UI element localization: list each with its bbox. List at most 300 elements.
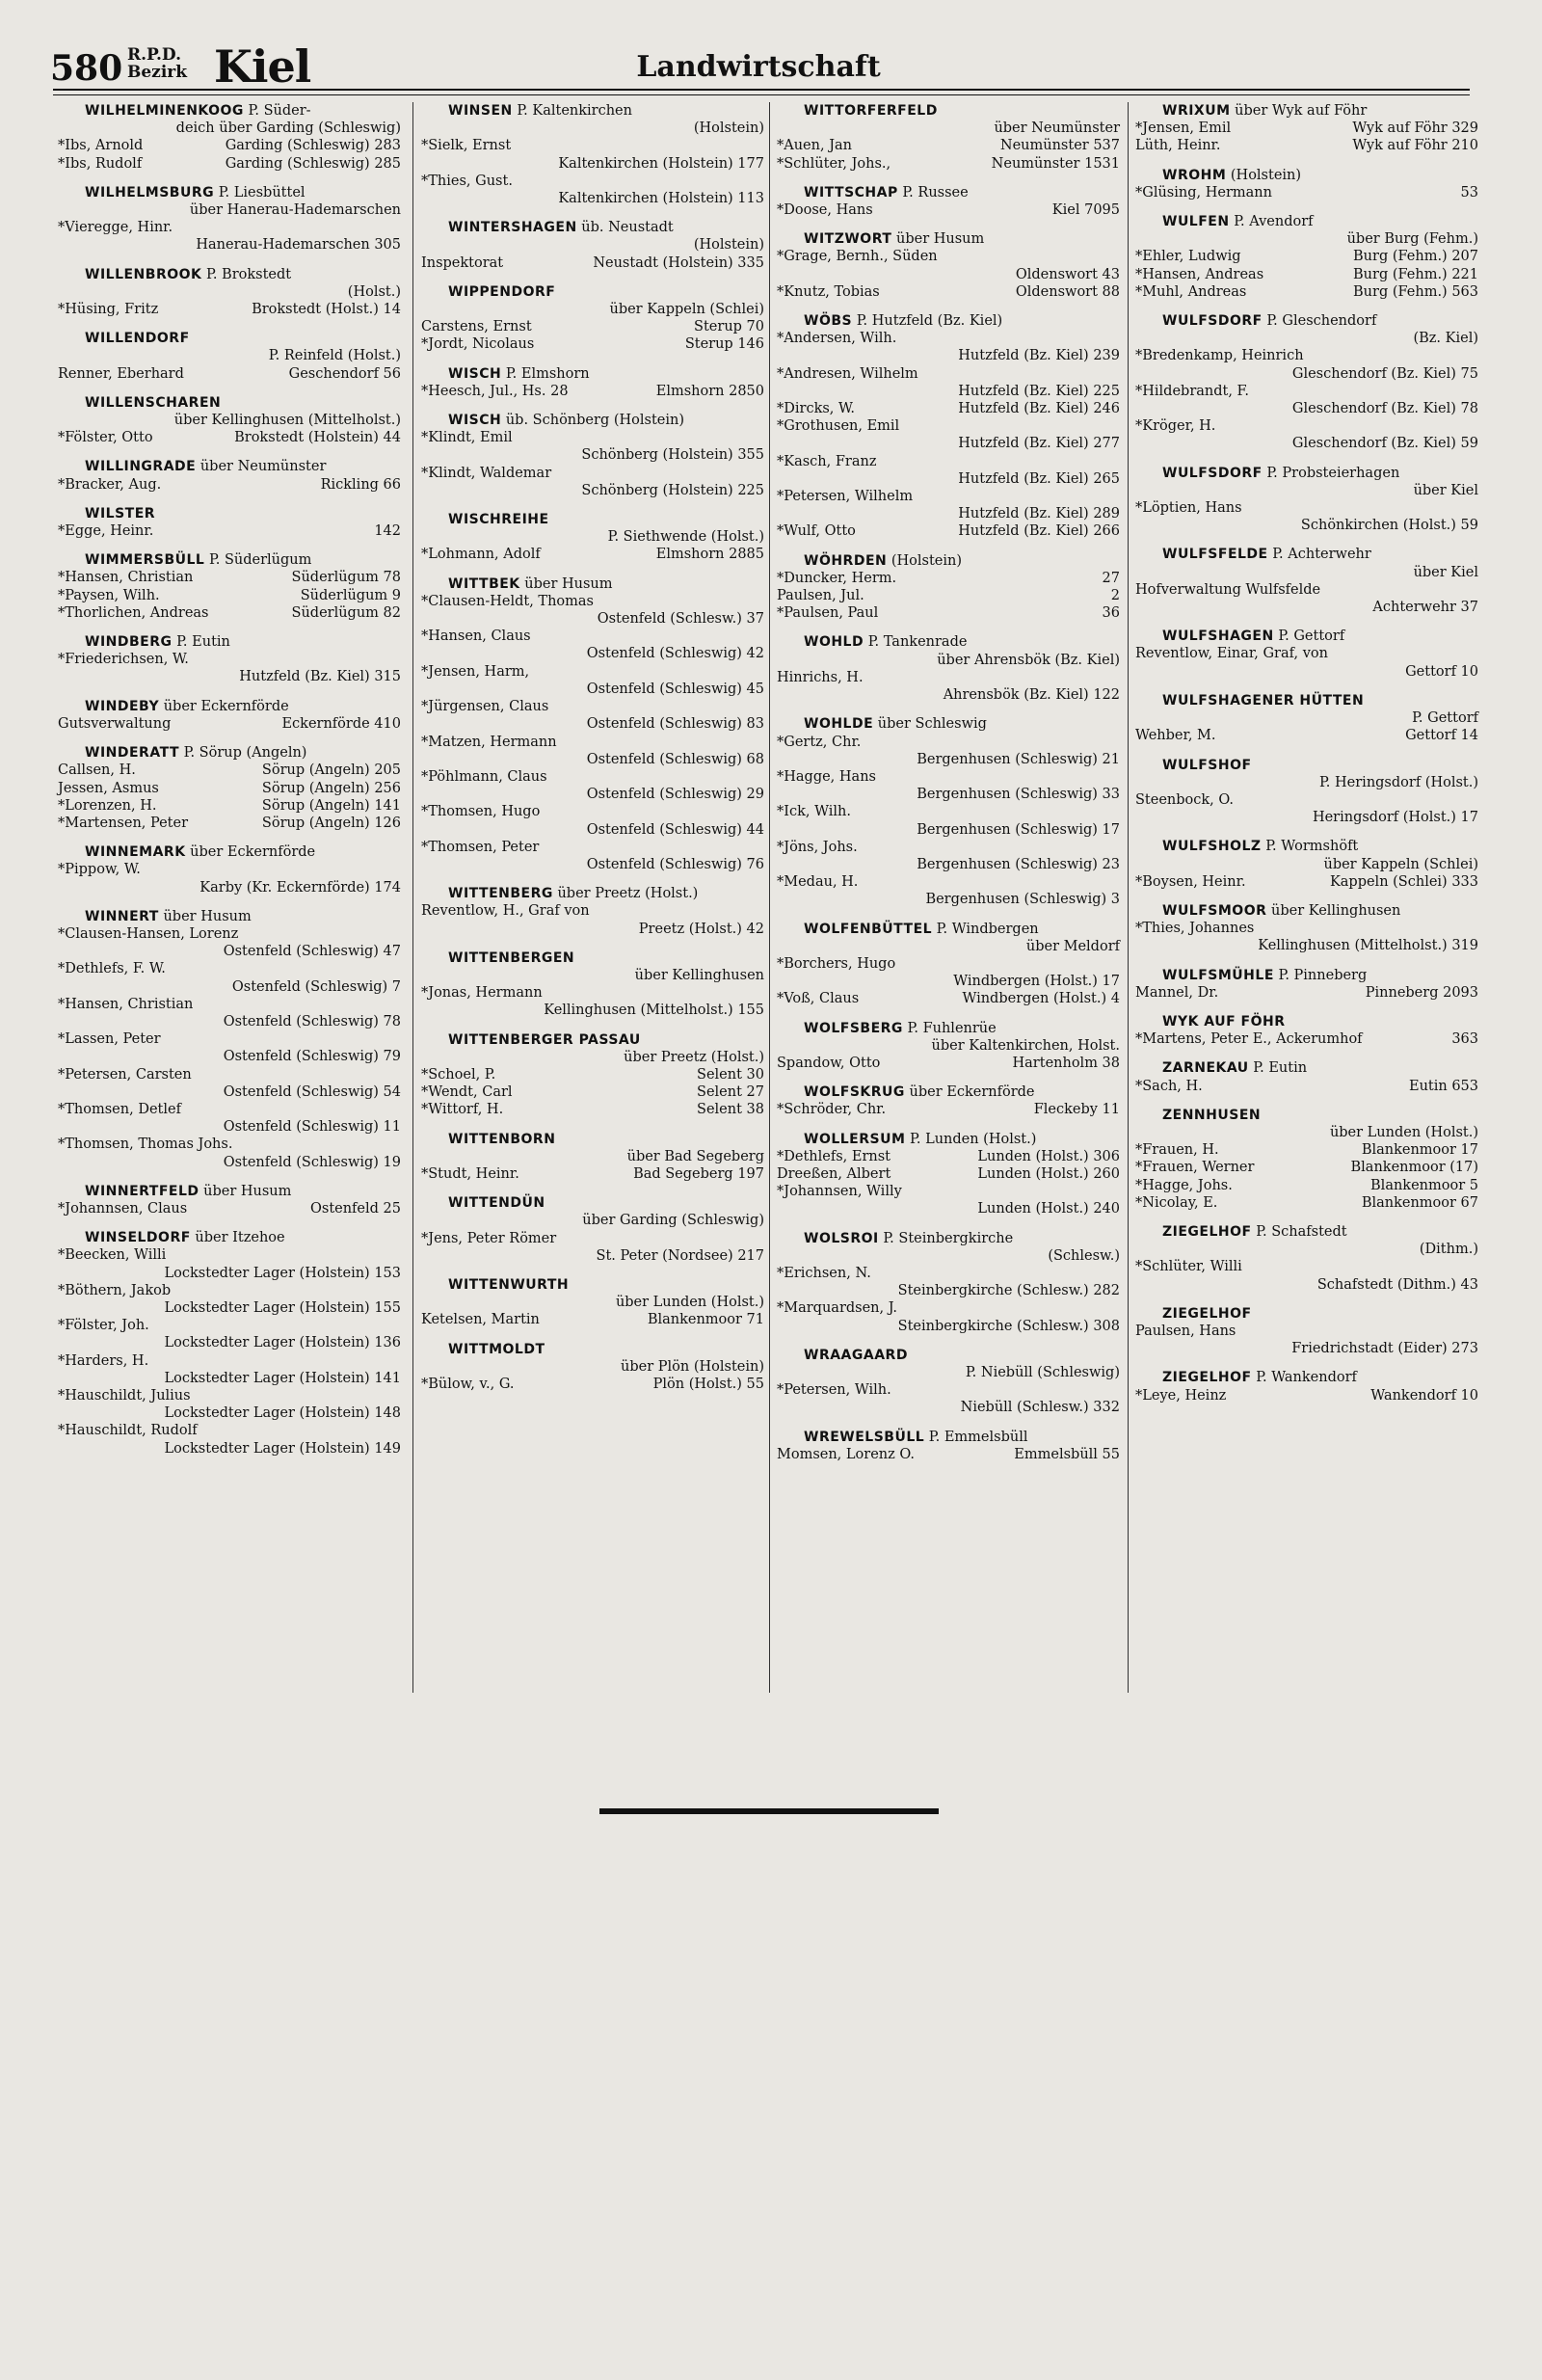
locality-name: WITTENBERGEN (448, 949, 575, 966)
locality-name: WULFSHAGEN (1162, 628, 1274, 645)
locality-name: WINNERT (85, 908, 159, 924)
person-name: *Andersen, Wilh. (777, 331, 897, 347)
listing-row (58, 429, 401, 446)
locality-name: WÖHRDEN (804, 552, 888, 569)
person-name: *Jens, Peter Römer (421, 1230, 557, 1246)
locality-postal-line: über Lunden (Holst.) (615, 1295, 764, 1311)
phone-exchange: Ostenfeld (Schleswig) 78 (223, 1013, 401, 1030)
person-name: Hofverwaltung Wulfsfelde (1135, 581, 1321, 598)
locality-postal: (Holstein) (1230, 167, 1302, 183)
locality-postal-line: P. Siethwende (Holst.) (607, 529, 764, 546)
listing-row (1135, 1030, 1478, 1048)
locality-heading (1135, 546, 1478, 563)
locality-postal: über Kellinghusen (1271, 902, 1401, 919)
locality-entry (421, 219, 764, 272)
phone-exchange: Hartenholm 38 (1012, 1055, 1120, 1071)
locality-name: WULFSHOF (1162, 757, 1252, 773)
locality-name: WISCHREIHE (448, 512, 549, 528)
phone-exchange: Brokstedt (Holst.) 14 (252, 302, 401, 318)
person-name: *Martens, Peter E., Ackerumhof (1135, 1031, 1363, 1048)
locality-heading (421, 219, 764, 236)
locality-heading (421, 1031, 764, 1049)
listing-row (777, 522, 1120, 540)
phone-exchange: Süderlügum 82 (291, 604, 401, 621)
phone-exchange: Lockstedter Lager (Holstein) 148 (164, 1405, 401, 1422)
locality-postal: über Husum (203, 1183, 292, 1199)
listing-row (1135, 1141, 1478, 1159)
person-name: *Glüsing, Hermann (1135, 184, 1272, 201)
phone-exchange: Blankenmoor 17 (1361, 1142, 1478, 1159)
phone-exchange: 2 (1110, 588, 1120, 604)
locality-postal: P. Gleschendorf (1266, 313, 1377, 330)
listing-row (421, 1101, 764, 1118)
locality-entry (1135, 546, 1478, 616)
person-name: *Hagge, Johs. (1135, 1177, 1233, 1193)
phone-exchange: Ostenfeld (Schleswig) 7 (231, 978, 401, 995)
phone-exchange: Hutzfeld (Bz. Kiel) 277 (958, 436, 1120, 452)
locality-name: ZIEGELHOF (1162, 1305, 1252, 1322)
locality-postal: P. Wormshöft (1265, 839, 1359, 855)
person-name: *Borchers, Hugo (777, 955, 896, 972)
phone-exchange: Gleschendorf (Bz. Kiel) 59 (1291, 436, 1478, 452)
locality-heading (58, 184, 401, 201)
person-name: Lüth, Heinr. (1135, 138, 1221, 154)
locality-heading (777, 715, 1120, 733)
phone-exchange: Karby (Kr. Eckernförde) 174 (199, 879, 401, 896)
person-name: *Petersen, Carsten (58, 1066, 192, 1083)
listing-row (421, 546, 764, 563)
locality-entry (777, 1230, 1120, 1335)
person-name: *Voß, Claus (777, 991, 860, 1007)
locality-entry (777, 312, 1120, 541)
locality-heading (777, 184, 1120, 201)
phone-exchange: Sterup 70 (694, 319, 764, 335)
locality-name: WIPPENDORF (448, 283, 556, 300)
locality-postal: P. Gettorf (1278, 628, 1345, 645)
locality-name: ZARNEKAU (1162, 1060, 1249, 1077)
phone-exchange: St. Peter (Nordsee) 217 (596, 1247, 764, 1264)
listing-row (777, 604, 1120, 622)
phone-exchange: Sörup (Angeln) 256 (261, 780, 401, 796)
person-name: *Wittorf, H. (421, 1102, 504, 1118)
locality-postal: über Husum (163, 908, 252, 924)
phone-exchange: Hutzfeld (Bz. Kiel) 315 (239, 669, 401, 685)
locality-entry (777, 102, 1120, 173)
phone-exchange: Ostenfeld (Schleswig) 42 (586, 646, 764, 662)
listing-row (777, 990, 1120, 1007)
phone-exchange: Bergenhusen (Schleswig) 33 (917, 787, 1120, 803)
listing-row (777, 1165, 1120, 1183)
bezirk-line: Bezirk (127, 63, 188, 82)
phone-exchange: 36 (1102, 605, 1120, 622)
locality-entry (1135, 757, 1478, 827)
phone-exchange: Oldenswort 43 (1015, 266, 1120, 282)
locality-entry (1135, 1369, 1478, 1404)
person-name: *Gertz, Chr. (777, 734, 862, 750)
person-name: *Dethlefs, F. W. (58, 961, 166, 977)
phone-exchange: Garding (Schleswig) 283 (225, 138, 401, 154)
locality-entry (421, 885, 764, 938)
locality-heading (421, 949, 764, 967)
phone-exchange: Eckernförde 410 (281, 715, 401, 732)
phone-exchange: Selent 27 (697, 1084, 764, 1101)
locality-heading (1135, 1107, 1478, 1124)
locality-postal-line: über Kaltenkirchen, Holst. (931, 1037, 1120, 1054)
locality-postal: P. Liesbüttel (218, 184, 306, 201)
locality-name: WILLENDORF (85, 331, 190, 347)
locality-name: WILSTER (85, 505, 156, 521)
phone-exchange: Kappeln (Schlei) 333 (1329, 873, 1478, 890)
locality-name: WYK AUF FÖHR (1162, 1013, 1286, 1030)
locality-postal: P. Achterwehr (1272, 547, 1371, 563)
person-name: *Boysen, Heinr. (1135, 873, 1246, 890)
column-1 (58, 102, 401, 1469)
locality-heading (58, 1183, 401, 1200)
phone-exchange: Ahrensbök (Bz. Kiel) 122 (943, 687, 1120, 704)
person-name: *Thies, Gust. (421, 173, 513, 189)
locality-name: WULFSMÜHLE (1162, 967, 1274, 983)
locality-postal-line: über Plön (Holstein) (621, 1358, 764, 1375)
person-name: *Thies, Johannes (1135, 921, 1255, 937)
phone-exchange: Ostenfeld (Schleswig) 47 (223, 944, 401, 960)
locality-entry (777, 1020, 1120, 1073)
locality-heading (421, 412, 764, 429)
phone-exchange: Heringsdorf (Holst.) 17 (1312, 810, 1478, 826)
locality-name: WITTMOLDT (448, 1341, 545, 1357)
phone-exchange: Ostenfeld (Schleswig) 45 (586, 681, 764, 697)
locality-postal-line: über Kellinghusen (634, 967, 764, 983)
locality-heading (58, 266, 401, 283)
person-name: *Duncker, Herm. (777, 570, 897, 586)
locality-postal-line: über Kappeln (Schlei) (1323, 856, 1478, 872)
listing-row (58, 762, 401, 779)
phone-exchange: 363 (1451, 1031, 1478, 1048)
person-name: *Fölster, Joh. (58, 1318, 149, 1334)
phone-exchange: Schönberg (Holstein) 225 (581, 482, 764, 498)
person-name: *Leye, Heinz (1135, 1387, 1227, 1404)
phone-exchange: Ostenfeld (Schlesw.) 37 (597, 611, 764, 628)
locality-postal: über Neumünster (199, 459, 327, 475)
phone-exchange: Rickling 66 (320, 476, 401, 493)
column-divider (412, 102, 413, 1693)
locality-postal: P. Pinneberg (1278, 967, 1368, 983)
locality-postal: (Holstein) (891, 552, 963, 569)
locality-postal: P. Süderlügum (208, 552, 312, 569)
locality-entry (777, 1347, 1120, 1417)
person-name: *Ibs, Arnold (58, 138, 144, 154)
locality-heading (421, 1341, 764, 1358)
locality-name: WINNERTFELD (85, 1183, 199, 1199)
person-name: Spandow, Otto (777, 1055, 881, 1071)
phone-exchange: Hanerau-Hademarschen 305 (196, 237, 401, 254)
listing-row (58, 365, 401, 383)
phone-exchange: Ostenfeld (Schleswig) 11 (223, 1119, 401, 1136)
listing-row (1135, 873, 1478, 891)
listing-row (1135, 1177, 1478, 1194)
locality-entry (421, 1194, 764, 1265)
person-name: *Thomsen, Thomas Johs. (58, 1137, 233, 1153)
listing-row (777, 587, 1120, 604)
phone-exchange: Achterwehr 37 (1372, 600, 1478, 616)
phone-exchange: Neustadt (Holstein) 335 (593, 254, 764, 271)
listing-row (1135, 184, 1478, 201)
person-name: *Thomsen, Hugo (421, 804, 541, 820)
locality-heading (421, 885, 764, 902)
locality-postal: P. Fuhlenrüe (907, 1020, 997, 1036)
phone-exchange: Lunden (Holst.) 240 (977, 1201, 1120, 1217)
person-name: Ketelsen, Martin (421, 1312, 540, 1328)
phone-exchange: Neumünster 537 (999, 138, 1120, 154)
listing-row (421, 1066, 764, 1083)
listing-row (58, 715, 401, 733)
phone-exchange: Wyk auf Föhr 210 (1352, 138, 1478, 154)
phone-exchange: Selent 30 (697, 1066, 764, 1083)
locality-name: WOHLD (804, 634, 864, 651)
locality-entry (1135, 312, 1478, 453)
locality-postal-line: über Kiel (1413, 564, 1478, 580)
phone-exchange: Windbergen (Holst.) 17 (953, 974, 1120, 990)
locality-name: WILHELMINENKOOG (85, 103, 244, 119)
locality-postal: P. Avendorf (1234, 214, 1314, 230)
person-name: *Medau, H. (777, 874, 859, 891)
person-name: *Jöns, Johs. (777, 839, 858, 855)
person-name: Mannel, Dr. (1135, 984, 1219, 1001)
phone-exchange: Steinbergkirche (Schlesw.) 308 (897, 1318, 1120, 1334)
person-name: *Hansen, Christian (58, 570, 194, 586)
locality-postal: P. Sörup (Angeln) (183, 745, 307, 762)
person-name: *Harders, H. (58, 1352, 149, 1369)
locality-postal: über Eckernförde (190, 844, 316, 861)
locality-postal-line: (Dithm.) (1419, 1242, 1478, 1258)
phone-exchange: Ostenfeld (Schleswig) 29 (586, 787, 764, 803)
person-name: *Schlüter, Willi (1135, 1259, 1242, 1275)
locality-postal-line: P. Gettorf (1412, 710, 1478, 727)
locality-postal: über Itzehoe (195, 1230, 285, 1246)
phone-exchange: Süderlügum 9 (300, 587, 401, 603)
phone-exchange: Sterup 146 (684, 336, 764, 353)
person-name: *Wendt, Carl (421, 1084, 513, 1101)
person-name: *Wulf, Otto (777, 523, 856, 540)
listing-row (777, 137, 1120, 154)
locality-postal: P. Probsteierhagen (1266, 465, 1400, 481)
locality-postal-line: über Garding (Schleswig) (582, 1213, 764, 1229)
locality-entry (421, 102, 764, 207)
locality-heading (58, 1229, 401, 1246)
locality-postal: P. Eutin (1253, 1060, 1308, 1077)
locality-entry (58, 698, 401, 733)
person-name: *Studt, Heinr. (421, 1165, 519, 1182)
locality-name: WOLFSBERG (804, 1020, 903, 1036)
locality-name: ZENNHUSEN (1162, 1107, 1262, 1123)
person-name: *Bracker, Aug. (58, 476, 162, 493)
listing-row (777, 1055, 1120, 1072)
person-name: *Ick, Wilh. (777, 804, 851, 820)
locality-heading (58, 330, 401, 347)
person-name: *Paysen, Wilh. (58, 587, 160, 603)
locality-name: WILHELMSBURG (85, 184, 215, 201)
phone-exchange: Lockstedter Lager (Holstein) 155 (164, 1299, 401, 1316)
phone-exchange: Windbergen (Holst.) 4 (962, 991, 1120, 1007)
listing-row (58, 1200, 401, 1217)
locality-name: WINSEN (448, 103, 513, 119)
locality-name: WULFSDORF (1162, 313, 1263, 330)
locality-entry (1135, 1305, 1478, 1358)
person-name: *Frauen, Werner (1135, 1160, 1255, 1176)
phone-exchange: Niebüll (Schlesw.) 332 (960, 1400, 1120, 1416)
locality-heading (58, 551, 401, 569)
locality-heading (1135, 465, 1478, 482)
person-name: *Kröger, H. (1135, 418, 1216, 435)
phone-exchange: Kaltenkirchen (Holstein) 113 (558, 191, 764, 207)
locality-entry (58, 633, 401, 686)
locality-entry (58, 1229, 401, 1457)
locality-entry (421, 365, 764, 400)
listing-row (58, 476, 401, 494)
person-name: *Hüsing, Fritz (58, 302, 159, 318)
person-name: *Kasch, Franz (777, 453, 877, 469)
locality-postal-line: über Kellinghusen (Mittelholst.) (173, 413, 401, 429)
locality-postal: P. Emmelsbüll (928, 1429, 1028, 1445)
listing-row (1135, 1078, 1478, 1095)
locality-heading (421, 102, 764, 120)
locality-heading (777, 102, 1120, 120)
locality-entry (58, 102, 401, 173)
listing-row (58, 587, 401, 604)
locality-entry (1135, 967, 1478, 1002)
locality-heading (777, 633, 1120, 651)
locality-postal: üb. Neustadt (581, 220, 674, 236)
listing-row (1135, 266, 1478, 283)
locality-heading (1135, 312, 1478, 330)
locality-entry (421, 1341, 764, 1394)
phone-exchange: Hutzfeld (Bz. Kiel) 239 (958, 348, 1120, 364)
page-number: 580 (50, 48, 123, 89)
person-name: *Knutz, Tobias (777, 283, 880, 300)
locality-postal-line: (Holst.) (347, 283, 401, 300)
locality-postal: über Eckernförde (163, 698, 289, 714)
locality-postal-line: über Bad Segeberg (626, 1148, 764, 1164)
locality-postal: P. Süder- (248, 103, 311, 119)
phone-exchange: Selent 38 (697, 1102, 764, 1118)
locality-name: WITTENBERG (448, 886, 553, 902)
locality-entry (58, 843, 401, 896)
locality-postal: über Wyk auf Föhr (1235, 103, 1368, 119)
person-name: *Pippow, W. (58, 862, 141, 878)
locality-heading (777, 552, 1120, 570)
person-name: Paulsen, Hans (1135, 1323, 1236, 1339)
phone-exchange: Wyk auf Föhr 329 (1352, 120, 1478, 137)
phone-exchange: Bergenhusen (Schleswig) 3 (925, 892, 1120, 908)
person-name: Reventlow, Einar, Graf, von (1135, 646, 1328, 662)
locality-name: ZIEGELHOF (1162, 1370, 1252, 1386)
district-city: Kiel (214, 40, 311, 93)
locality-heading (58, 102, 401, 120)
person-name: *Löptien, Hans (1135, 500, 1242, 517)
locality-entry (58, 394, 401, 447)
person-name: *Bülow, v., G. (421, 1377, 515, 1392)
person-name: *Andresen, Wilhelm (777, 365, 918, 382)
person-name: *Jonas, Hermann (421, 985, 543, 1002)
locality-entry (1135, 1013, 1478, 1048)
locality-name: WULFSHOLZ (1162, 839, 1262, 855)
person-name: *Muhl, Andreas (1135, 283, 1247, 300)
locality-postal-line: über Hanerau-Hademarschen (189, 202, 401, 219)
locality-entry (777, 633, 1120, 704)
person-name: Jessen, Asmus (58, 780, 159, 796)
locality-heading (421, 283, 764, 301)
phone-exchange: Hutzfeld (Bz. Kiel) 265 (958, 470, 1120, 487)
phone-exchange: Schönberg (Holstein) 355 (581, 447, 764, 464)
locality-entry (777, 230, 1120, 301)
locality-entry (421, 1276, 764, 1329)
locality-name: WISCH (448, 413, 502, 429)
end-rule (599, 1808, 939, 1814)
column-divider (1128, 102, 1129, 1693)
phone-exchange: Hutzfeld (Bz. Kiel) 225 (958, 383, 1120, 399)
person-name: *Hauschildt, Rudolf (58, 1423, 198, 1439)
rpd-line: R.P.D. (127, 45, 181, 65)
phone-exchange: Burg (Fehm.) 221 (1353, 266, 1478, 282)
locality-heading (777, 1131, 1120, 1148)
locality-name: WOLSROI (804, 1230, 879, 1246)
listing-row (421, 1376, 764, 1393)
phone-exchange: Ostenfeld (Schleswig) 68 (586, 751, 764, 767)
locality-heading (1135, 838, 1478, 855)
locality-name: WROHM (1162, 167, 1227, 183)
locality-entry (1135, 1059, 1478, 1094)
phone-exchange: Sörup (Angeln) 141 (261, 797, 401, 814)
listing-row (777, 283, 1120, 301)
phone-exchange: Oldenswort 88 (1015, 283, 1120, 300)
phone-exchange: Friedrichstadt (Eider) 273 (1291, 1341, 1478, 1357)
person-name: *Vieregge, Hinr. (58, 220, 173, 236)
locality-name: WOHLDE (804, 716, 874, 733)
person-name: *Martensen, Peter (58, 815, 189, 831)
phone-exchange: Blankenmoor (17) (1350, 1160, 1478, 1176)
person-name: *Hildebrandt, F. (1135, 383, 1249, 399)
locality-entry (58, 1183, 401, 1217)
phone-exchange: Steinbergkirche (Schlesw.) 282 (897, 1283, 1120, 1299)
locality-name: WOLFENBÜTTEL (804, 921, 933, 937)
person-name: Inspektorat (421, 254, 504, 271)
locality-postal: über Husum (524, 575, 613, 592)
phone-exchange: Bad Segeberg 197 (633, 1165, 764, 1182)
locality-name: WITTBEK (448, 575, 520, 592)
header-rule (53, 89, 1470, 95)
person-name: *Petersen, Wilh. (777, 1382, 891, 1399)
person-name: *Hagge, Hans (777, 768, 876, 785)
listing-row (421, 318, 764, 335)
locality-entry (421, 1131, 764, 1184)
person-name: *Klindt, Waldemar (421, 465, 552, 481)
listing-row (421, 383, 764, 400)
locality-postal-line: (Holstein) (693, 120, 764, 137)
locality-postal-line: über Ahrensbök (Bz. Kiel) (937, 652, 1120, 668)
column-divider (769, 102, 770, 1693)
locality-name: WULFSDORF (1162, 465, 1263, 481)
person-name: *Frauen, H. (1135, 1142, 1219, 1159)
person-name: Carstens, Ernst (421, 319, 532, 335)
person-name: *Lassen, Peter (58, 1031, 161, 1048)
locality-entry (421, 1031, 764, 1119)
person-name: *Grothusen, Emil (777, 418, 900, 435)
person-name: *Marquardsen, J. (777, 1300, 898, 1317)
person-name: Reventlow, H., Graf von (421, 903, 590, 920)
locality-postal: über Husum (896, 231, 985, 248)
person-name: *Jensen, Emil (1135, 120, 1232, 137)
person-name: Momsen, Lorenz O. (777, 1446, 916, 1462)
locality-name: WITTENBERGER PASSAU (448, 1031, 641, 1048)
